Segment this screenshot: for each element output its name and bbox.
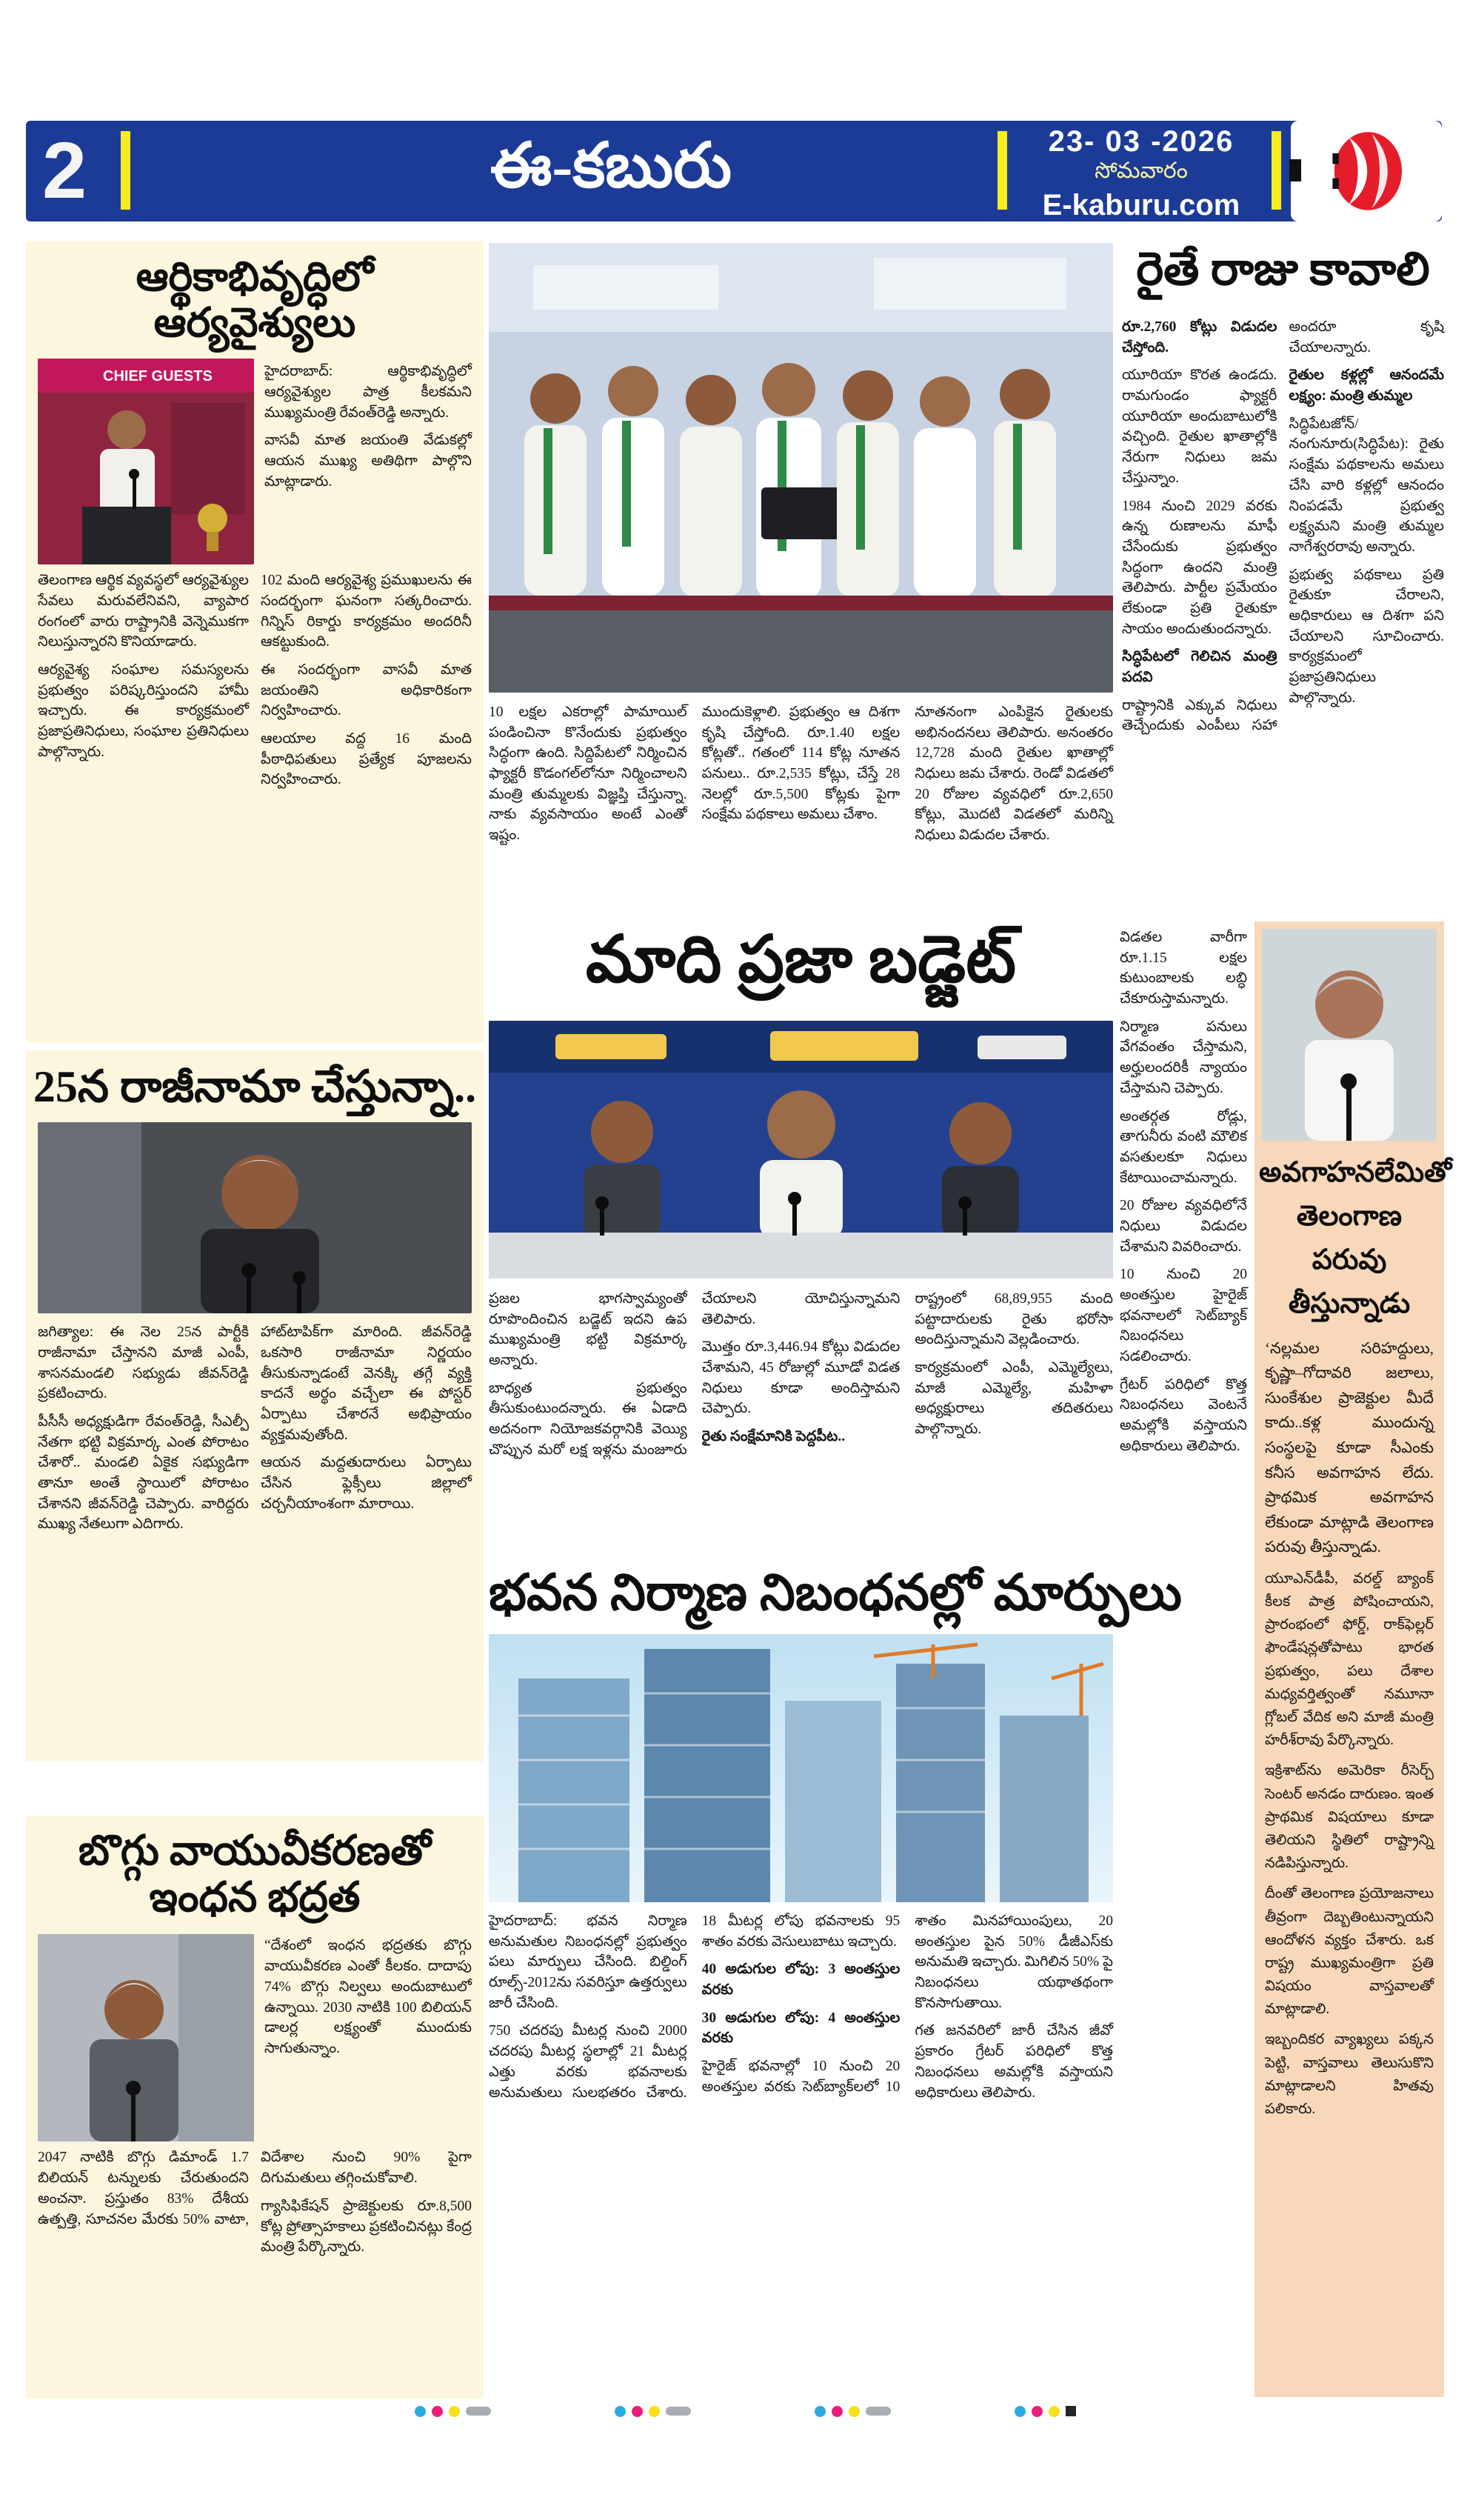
paragraph: గ్రేటర్ పరిధిలో కొత్త నిబంధనలు వెంటనే అమల్లోకి వస్తాయని అధికారులు తెలిపారు. [1120, 1376, 1247, 1454]
subhead: రైతుల కళ్లల్లో ఆనందమే లక్ష్యం: మంత్రి తుమ్మల [1289, 367, 1444, 404]
article-arya-headline: ఆర్థికాభివృద్ధిలో ఆర్యవైశ్యులు [136, 254, 374, 345]
paragraph: బాధ్యత ప్రభుత్వం తీసుకుంటుందన్నారు. ఈ ఏడాది అదనంగా నియోజకవర్గానికి వెయ్యి చొప్పున మరో లక్ష ఇళ్లను మంజూరు చేయాలని యోచిస్తున్నామని తెలిపారు. [489, 1291, 901, 1458]
article-coal [26, 1816, 484, 2399]
divider-bar-icon [998, 131, 1007, 210]
paragraph: జగిత్యాల: ఈ నెల 25న పార్టీకి రాజీనామా చేస్తానని మాజీ ఎంపీ, శాసనమండలి సభ్యుడు జీవన్‌రెడ్డి ప్రకటించారు. [38, 1324, 249, 1402]
paragraph: కార్యక్రమంలో ఎంపీ, ఎమ్మెల్యేలు, మాజీ ఎమ్మెల్యే, మహిళా అధ్యక్షురాలు తదితరులు పాల్గొన్నారు. [915, 1360, 1113, 1438]
logo-notch-icon [1289, 159, 1301, 181]
photo-harish-rao [1262, 929, 1437, 1141]
paragraph: యూఎన్‌డీపీ, వరల్డ్ బ్యాంక్ కీలక పాత్ర పోషించాయని, ప్రారంభంలో ఫోర్డ్, రాక్‌ఫెల్లర్ ఫౌండేషన్లతోపాటు భారత ప్రభుత్వం, పలు దేశాల మధ్యవర్తిత్వంతో నమూనా గ్లోబల్ వేదిక అని మాజీ మంత్రి హరీశ్‌రావు పేర్కొన్నారు. [1265, 1570, 1434, 1749]
paragraph: ఆలయాల వద్ద 16 మంది పీఠాధిపతులు ప్రత్యేక పూజలను నిర్వహించారు. [261, 731, 472, 788]
photo-skyscrapers [489, 1634, 1113, 1902]
color-registration-marks [1015, 2404, 1076, 2418]
color-registration-marks [615, 2404, 691, 2418]
article-resignation [26, 1050, 484, 1761]
paragraph: ఆయన మద్దతుదారులు ఏర్పాటు చేసిన ఫ్లెక్సీలు జిల్లాలో చర్చనీయాంశంగా మారాయి. [261, 1455, 472, 1512]
red-swirl-logo-icon [1322, 127, 1411, 216]
paragraph: 10 లక్షల ఎకరాల్లో పామాయిల్ పండించినా కొనేందుకు ప్రభుత్వం సిద్ధంగా ఉంది. సిద్దిపేటలో నిర్మించిన ఫ్యాక్టరీ కొడంగల్‌లోనూ నిర్మించాలని మంత్రి తుమ్మలకు విజ్ఞప్తి చేస్తున్నా. నాకు వ్యవసాయం అంటే ఎంతో ఇష్టం. [489, 704, 687, 844]
yellow-mark-icon [849, 2406, 860, 2417]
paragraph: హైదరాబాద్: ఆర్థికాభివృద్ధిలో ఆర్యవైశ్యుల పాత్ర కీలకమని ముఖ్యమంత్రి రేవంత్‌రెడ్డి అన్నారు. [264, 364, 472, 421]
article-arya-vysya [26, 241, 484, 1042]
yellow-mark-icon [649, 2406, 660, 2417]
paragraph: నిర్మాణ పనులు వేగవంతం చేస్తామని, అర్హులందరికీ న్యాయం చేస్తామని చెప్పారు. [1120, 1019, 1247, 1096]
sidebar-body [1254, 1332, 1444, 2133]
magenta-mark-icon [832, 2406, 843, 2417]
paragraph: 10 నుంచి 20 అంతస్తుల హైరైజ్ భవనాలలో సెట్‌బ్యాక్ నిబంధనలు సడలించారు. [1120, 1267, 1247, 1365]
photo-union-minister [38, 1934, 254, 2141]
sidebar-headline-line: అవగాహనలేమితో [1259, 1157, 1452, 1188]
article-building-headline: భవన నిర్మాణ నిబంధనల్లో మార్పులు [489, 1564, 1182, 1621]
cyan-mark-icon [1015, 2406, 1026, 2417]
magenta-mark-icon [1032, 2406, 1043, 2417]
photo-press-conference [489, 1021, 1113, 1279]
divider-bar-icon [1272, 131, 1281, 210]
paragraph: యూరియా కొరత ఉండదు. రామగుండం ఫ్యాక్టరీ యూరియా అందుబాటులోకి వచ్చింది. రైతుల ఖాతాల్లోకి నేరుగా నిధులు జమ చేస్తున్నాం. [1122, 367, 1277, 486]
article-raithe-mid-body [489, 702, 1113, 919]
article-arya-body [38, 570, 472, 1030]
sidebar-headline-line: పరువు తీస్తున్నాడు [1288, 1244, 1411, 1319]
article-building-body [489, 1911, 1113, 2397]
paragraph: ఈ సందర్భంగా వాసవీ మాత జయంతిని అధికారికంగా నిర్వహించారు. [261, 661, 472, 719]
magenta-mark-icon [432, 2406, 443, 2417]
paragraph: నూతనంగా ఎంపికైన రైతులకు అభినందనలు తెలిపారు. అనంతరం 12,728 మంది రైతుల ఖాతాల్లో నిధులు జమ చేశారు. రెండో విడతలో 20 రోజుల వ్యవధిలో రూ.2,650 కోట్లు, మొదటి విడతలో మరిన్ని నిధులు విడుదల చేశారు. [915, 704, 1113, 844]
subhead: సిద్ధిపేటలో గెలిచిన మంత్రి పదవి [1122, 649, 1277, 685]
article-coal-headline: బొగ్గు వాయువీకరణతో ఇంధన భద్రత [78, 1828, 432, 1921]
quote-paragraph: ‘నల్లమల సరిహద్దులు, కృష్ణా–గోదావరి జలాలు, సుంకేశుల ప్రాజెక్టుల మీదే కాదు..కళ్ల ముందున్న సంస్థలపై కూడా సీఎంకు కనీస అవగాహన లేదు. ప్రాథమిక అవగాహన లేకుండా మాట్లాడి తెలంగాణ పరువు తీస్తున్నాడు. [1265, 1339, 1434, 1556]
yellow-mark-icon [1049, 2406, 1060, 2417]
article-resign-headline: 25న రాజీనామా చేస్తున్నా.. [33, 1062, 477, 1111]
article-budget-headline: మాది ప్రజా బడ్జెట్ [585, 924, 1017, 996]
paragraph: ఆర్యవైశ్య సంఘాల సమస్యలను ప్రభుత్వం పరిష్కరిస్తుందని హామీ ఇచ్చారు. ఈ కార్యక్రమంలో ప్రజాప్రతినిధులు, సంఘాల ప్రతినిధులు పాల్గొన్నారు. [38, 661, 249, 760]
paragraph: విడతల వారీగా రూ.1.15 లక్షల కుటుంబాలకు లబ్ధి చేకూరుస్తామన్నారు. [1120, 930, 1247, 1007]
article-arya-lede [264, 359, 472, 564]
paragraph: హాట్‌టాపిక్‌గా మారింది. జీవన్‌రెడ్డి ఒకసారి రాజీనామా నిర్ణయం తీసుకున్నాడంటే వెనక్కి తగ్గే వ్యక్తి కాదనే అర్థం వచ్చేలా ఈ పోస్టర్ ఏర్పాటు చేశారనే అభిప్రాయం వ్యక్తమవుతోంది. [261, 1324, 472, 1443]
masthead-title: ఈ-కబురు [490, 132, 732, 201]
paragraph: దీంతో తెలంగాణ ప్రయోజనాలు తీవ్రంగా దెబ్బతింటున్నాయని ఆందోళన వ్యక్తం చేశారు. ఒక రాష్ట్ర ముఖ్యమంత్రిగా ప్రతి విషయం వాస్తవాలతో మాట్లాడాలి. [1265, 1886, 1434, 2018]
paragraph: అంతర్గత రోడ్లు, తాగునీరు వంటి మౌలిక వసతులకూ నిధులు కేటాయించామన్నారు. [1120, 1108, 1247, 1186]
paragraph: రాష్ట్రంలో 68,89,955 మంది పట్టాదారులకు రైతు భరోసా అందిస్తున్నామని వెల్లడించారు. [915, 1291, 1113, 1348]
sidebar-headline [1254, 1145, 1452, 1332]
photo-cm-speech [38, 359, 254, 564]
rule-line: 30 అడుగుల లోపు: 4 అంతస్తుల వరకు [701, 2010, 901, 2047]
gray-mark-icon [866, 2407, 891, 2416]
magenta-mark-icon [632, 2406, 643, 2417]
gray-mark-icon [466, 2407, 491, 2416]
paragraph: మొత్తం రూ.3,446.94 కోట్లు విడుదల చేశామని, 45 రోజుల్లో మూడో విడత నిధులు కూడా అందిస్తామని చెప్పారు. [701, 1339, 901, 1417]
paragraph: పీసీసీ అధ్యక్షుడిగా రేవంత్‌రెడ్డి, సీఎల్పీ నేతగా భట్టి విక్రమార్క ఎంత పోరాటం చేశారో.. మండలి ఏకైక సభ్యుడిగా తానూ అంతే స్థాయిలో పోరాటం చేశానని జీవన్‌రెడ్డి చెప్పారు. వారిద్దరు ముఖ్య నేతలుగా ఎదిగారు. [38, 1413, 249, 1533]
article-raithe-headline: రైతే రాజు కావాలి [1136, 244, 1430, 295]
continuation-column [1120, 927, 1247, 2394]
page-number: 2 [42, 125, 87, 215]
paragraph: వాసవీ మాత జయంతి వేడుకల్లో ఆయన ముఖ్య అతిథిగా పాల్గొని మాట్లాడారు. [264, 433, 472, 490]
article-raithe-body [1122, 317, 1444, 916]
sidebar-harish-rao [1254, 921, 1452, 2397]
paragraph: 1984 నుంచి 2029 వరకు ఉన్న రుణాలను మాఫీ చేసేందుకు ప్రభుత్వం సిద్ధంగా ఉందని మంత్రి తెలిపారు. పార్టీల ప్రమేయం లేకుండా ప్రతి రైతుకూ సాయం అందుతుందన్నారు. [1122, 498, 1277, 637]
paragraph: హైరైజ్ భవనాల్లో 10 నుంచి 20 అంతస్తుల వరకు సెట్‌బ్యాక్‌లలో 10 శాతం మినహాయింపులు, 20 అంతస్తుల పైన 50% డీజీఎస్‌కు అనుమతి ఇచ్చారు. మిగిలిన 50% పై నిబంధనలు యథాతథంగా కొనసాగుతాయి. [701, 1913, 1113, 2095]
article-coal-lede [264, 1934, 472, 2141]
paragraph: 20 రోజుల వ్యవధిలోనే నిధులు విడుదల చేశామని వివరించారు. [1120, 1198, 1247, 1255]
paragraph: 102 మంది ఆర్యవైశ్య ప్రముఖులను ఈ సందర్భంగా ఘనంగా సత్కరించారు. గిన్నిస్ రికార్డు కార్యక్రమం అందరినీ ఆకట్టుకుంది. [261, 573, 472, 650]
paragraph: హైదరాబాద్: భవన నిర్మాణ అనుమతుల నిబంధనల్లో ప్రభుత్వం పలు మార్పులు చేసింది. బిల్డింగ్ రూల్స్-2012ను సవరిస్తూ ఉత్తర్వులు జారీ చేసింది. [489, 1913, 687, 2011]
paragraph: గత జనవరిలో జారీ చేసిన జీవో ప్రకారం గ్రేటర్ పరిధిలో కొత్త నిబంధనలు అమల్లోకి వస్తాయని అధికారులు తెలిపారు. [915, 2023, 1113, 2101]
color-registration-marks [815, 2404, 891, 2418]
black-mark-icon [1066, 2406, 1076, 2416]
paragraph: “దేశంలో ఇంధన భద్రతకు బొగ్గు వాయువీకరణ ఎంతో కీలకం. దాదాపు 74% బొగ్గు నిల్వలు అందుబాటులో ఉన్నాయి. 2030 నాటికి 100 బిలియన్ డాలర్ల లక్ష్యంతో ముందుకు సాగుతున్నాం. [264, 1938, 472, 2056]
yellow-mark-icon [449, 2406, 460, 2417]
cyan-mark-icon [815, 2406, 826, 2417]
photo-stage-group [489, 243, 1113, 693]
paragraph: ప్రభుత్వ పథకాలు ప్రతి రైతుకూ చేరాలని, అధికారులు ఆ దిశగా పని చేయాలని సూచించారు. కార్యక్రమంలో ప్రజాప్రతినిధులు పాల్గొన్నారు. [1289, 567, 1444, 706]
paragraph: సిద్ధిపేటజోన్/నంగునూరు(సిద్ధిపేట): రైతు సంక్షేమ పథకాలను అమలు చేసి వారి కళ్లల్లో ఆనందం నింపడమే ప్రభుత్వ లక్ష్యమని మంత్రి తుమ్మల నాగేశ్వరరావు అన్నారు. [1289, 416, 1444, 555]
color-registration-marks [415, 2404, 491, 2418]
cyan-mark-icon [615, 2406, 626, 2417]
brand-logo [1291, 121, 1442, 221]
edition-weekday: సోమవారం [1095, 159, 1188, 183]
paragraph: 750 చదరపు మీటర్ల నుంచి 2000 చదరపు మీటర్ల స్థలాల్లో 21 మీటర్ల ఎత్తు వరకు భవనాలకు అనుమతులు సులభతరం చేశారు. 18 మీటర్ల లోపు భవనాలకు 95 శాతం వరకు వెసులుబాటు ఇచ్చారు. [489, 1913, 901, 2101]
paragraph: ఇక్రిశాట్‌ను అమెరికా రీసెర్చ్ సెంటర్ అనడం దారుణం. ఇంత ప్రాథమిక విషయాలు కూడా తెలియని స్థితిలో రాష్ట్రాన్ని నడిపిస్తున్నారు. [1265, 1763, 1434, 1872]
subhead: రైతు సంక్షేమానికి పెద్దపీట.. [701, 1429, 846, 1445]
article-resign-body [38, 1322, 472, 1737]
paragraph: 2047 నాటికి బొగ్గు డిమాండ్ 1.7 బిలియన్ టన్నులకు చేరుతుందని అంచనా. ప్రస్తుతం 83% దేశీయ ఉత్పత్తి, సూచనల మేరకు 50% వాటా, విదేశాల నుంచి 90% పైగా దిగుమతులు తగ్గించుకోవాలి. [38, 2150, 472, 2227]
paragraph: తెలంగాణ ఆర్థిక వ్యవస్థలో ఆర్యవైశ్యుల సేవలు మరువలేనివని, వ్యాపార రంగంలో వారు రాష్ట్రానికి వెన్నెముకగా నిలుస్తున్నారని కొనియాడారు. [38, 573, 250, 650]
paragraph: ముందుకెళ్లాలి. ప్రభుత్వం ఆ దిశగా కృషి చేస్తోంది. రూ.1.40 లక్షల కోట్లతో.. గతంలో 114 కోట్ల నూతన పనులు.. రూ.2,535 కోట్లు, చేస్తే 28 నెలల్లో రూ.5,500 కోట్లకు పైగా సంక్షేమ పథకాలు అమలు చేశాం. [701, 704, 901, 823]
date-block [1017, 125, 1266, 221]
paragraph: ప్రజల భాగస్వామ్యంతో రూపొందించిన బడ్జెట్ ఇదని ఉప ముఖ్యమంత్రి భట్టి విక్రమార్క అన్నారు. [489, 1291, 687, 1369]
paragraph: గ్యాసిఫికేషన్ ప్రాజెక్టులకు రూ.8,500 కోట్ల ప్రోత్సాహకాలు ప్రకటించినట్లు కేంద్ర మంత్రి పేర్కొన్నారు. [261, 2198, 472, 2256]
masthead [26, 121, 1442, 221]
sidebar-headline-line: తెలంగాణ [1296, 1200, 1403, 1232]
website-link[interactable]: E-kaburu.com [1042, 189, 1240, 221]
paragraph: ఇబ్బందికర వ్యాఖ్యలు పక్కన పెట్టి, వాస్తవాలు తెలుసుకొని మాట్లాడాలని హితవు పలికారు. [1265, 2032, 1434, 2118]
gray-mark-icon [666, 2407, 691, 2416]
paragraph: రాష్ట్రానికి ఎక్కువ నిధులు తెచ్చేందుకు ఎంపీలు సహా అందరూ కృషి చేయాలన్నారు. [1122, 319, 1444, 734]
edition-date: 23- 03 -2026 [1048, 125, 1235, 158]
rule-line: 40 అడుగుల లోపు: 3 అంతస్తుల వరకు [701, 1961, 901, 1999]
article-budget-body [489, 1289, 1113, 1561]
photo-jeevan-reddy [38, 1122, 472, 1313]
photo-banner-text: CHIEF GUESTS [103, 368, 213, 385]
cyan-mark-icon [415, 2406, 426, 2417]
article-coal-body [38, 2147, 472, 2370]
lead-line: రూ.2,760 కోట్లు విడుదల చేస్తోంది. [1122, 319, 1277, 356]
divider-bar-icon [121, 131, 130, 210]
